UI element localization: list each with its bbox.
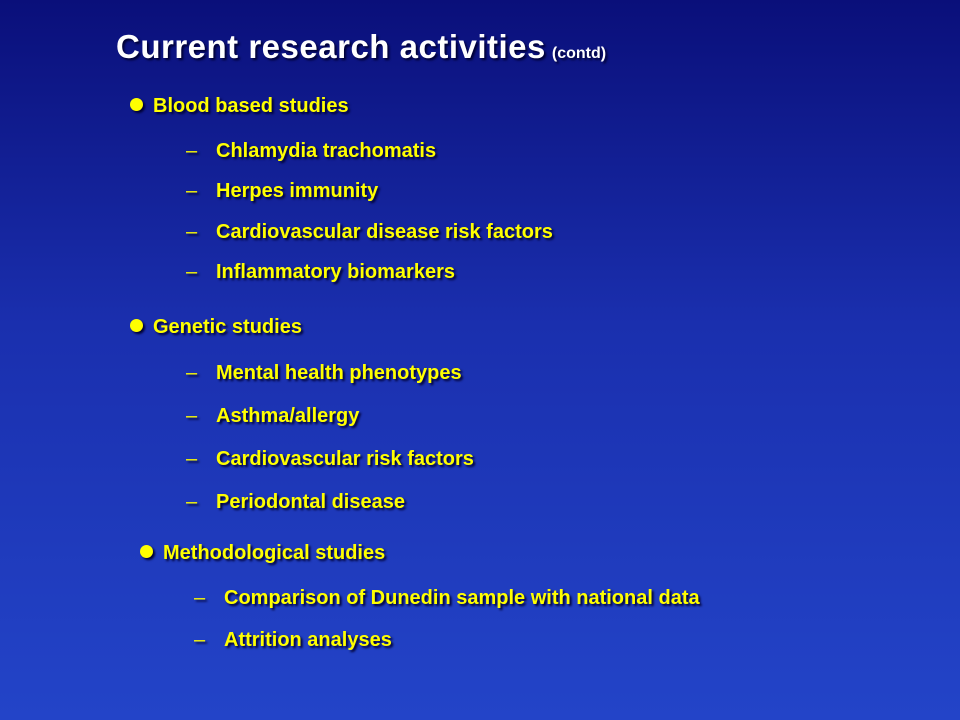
list-item: – Comparison of Dunedin sample with national data [194, 587, 700, 609]
list-item: – Cardiovascular risk factors [186, 448, 474, 470]
title-sub: (contd) [551, 45, 607, 62]
dash-icon: – [186, 180, 198, 202]
dash-icon: – [194, 629, 206, 651]
list-item: – Inflammatory biomarkers [186, 261, 455, 283]
title-main: Current research activities [116, 28, 546, 65]
dash-icon: – [186, 221, 198, 243]
dash-icon: – [186, 261, 198, 283]
section-heading-genetic: Genetic studies [130, 316, 302, 339]
dash-icon: – [186, 405, 198, 427]
list-item: – Cardiovascular disease risk factors [186, 221, 553, 243]
slide-title [116, 28, 606, 66]
dash-icon: – [186, 491, 198, 513]
section-heading-blood: Blood based studies [130, 95, 349, 118]
dash-icon: – [194, 587, 206, 609]
dash-icon: – [186, 140, 198, 162]
bullet-dot-icon [130, 98, 143, 111]
list-item: – Periodontal disease [186, 491, 405, 513]
list-item: – Mental health phenotypes [186, 362, 462, 384]
list-item: – Chlamydia trachomatis [186, 140, 437, 162]
list-item: – Herpes immunity [186, 180, 379, 202]
dash-icon: – [186, 362, 198, 384]
dash-icon: – [186, 448, 198, 470]
list-item: – Asthma/allergy [186, 405, 360, 427]
bullet-dot-icon [140, 545, 153, 558]
list-item: – Attrition analyses [194, 629, 392, 651]
section-heading-methodological: Methodological studies [140, 542, 385, 565]
bullet-dot-icon [130, 319, 143, 332]
